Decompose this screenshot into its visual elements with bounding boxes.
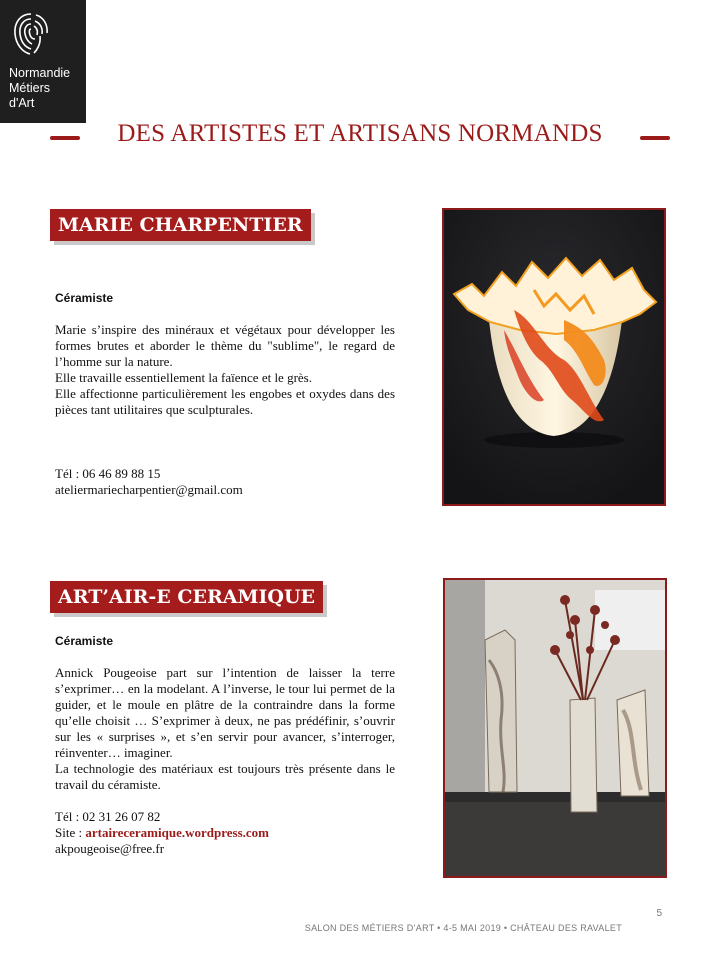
artist-paragraph: Annick Pougeoise part sur l’intention de laisser la terre s’exprimer… en la modelant. A l’inverse, le tour lui permet de la guider, et le moule en plâtre de la contraindre dans la forme qu’elle choisit … S’exprimer à deux, ne pas prédéfinir, s’ouvrir sur les « surprises », et s’en servir pour avancer, s’interroger, réinventer… imaginer. <box>55 665 395 760</box>
page-title: DES ARTISTES ET ARTISANS NORMANDS <box>117 120 603 147</box>
artist-description <box>55 633 395 857</box>
artist-description <box>55 290 395 498</box>
footer-text: SALON DES MÉTIERS D’ART • 4-5 MAI 2019 • CHÂTEAU DES RAVALET <box>304 923 622 933</box>
artist-phone: Tél : 06 46 89 88 15 <box>55 466 161 481</box>
logo-line-2: Métiers <box>9 81 50 95</box>
artist-email[interactable]: ateliermariecharpentier@gmail.com <box>55 482 243 497</box>
artist-paragraph: Elle affectionne particulièrement les engobes et oxydes dans des pièces tant utilitaires que sculpturales. <box>55 386 395 417</box>
artist-paragraph: Elle travaille essentiellement la faïence et le grès. <box>55 370 312 385</box>
title-rule-right <box>640 136 670 140</box>
ceramic-bowl-photo <box>442 208 666 506</box>
artist-phone: Tél : 02 31 26 07 82 <box>55 809 161 824</box>
artist-paragraph: La technologie des matériaux est toujours très présente dans le travail du céramiste. <box>55 761 395 792</box>
artist-email[interactable]: akpougeoise@free.fr <box>55 841 165 856</box>
artist-site <box>55 825 395 841</box>
page-title-row <box>50 118 670 154</box>
site-link[interactable]: artaireceramique.wordpress.com <box>85 825 269 840</box>
site-label: Site : <box>55 825 86 840</box>
fingerprint-logo-icon <box>10 6 52 60</box>
artist-role: Céramiste <box>55 291 114 305</box>
logo-line-1: Normandie <box>9 66 71 80</box>
artist-name-banner: MARIE CHARPENTIER <box>50 209 311 241</box>
artist-name-banner: ART’AIR-E CERAMIQUE <box>50 581 323 613</box>
logo <box>0 0 86 123</box>
artist-paragraph: Marie s’inspire des minéraux et végétaux pour développer les formes brutes et aborder le thème du "sublime", le regard de l’homme sur la nature. <box>55 322 395 369</box>
ceramic-vases-photo <box>443 578 667 878</box>
logo-line-3: d'Art <box>9 96 35 110</box>
artist-role: Céramiste <box>55 634 114 648</box>
page-number: 5 <box>656 908 662 919</box>
logo-text <box>9 66 70 111</box>
